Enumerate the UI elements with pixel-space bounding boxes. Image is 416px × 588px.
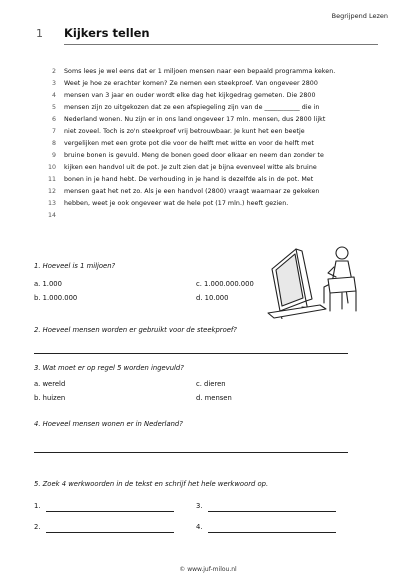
q5-answer-line-2[interactable] [46, 532, 174, 533]
q1-option-c[interactable]: c. 1.000.000.000 [196, 280, 254, 288]
q1-option-a[interactable]: a. 1.000 [34, 280, 62, 288]
line-number: 11 [47, 176, 56, 183]
q2-answer-line[interactable] [34, 353, 348, 354]
text-line: mensen gaat het net zo. Als je een handvol (2800) vraagt waarnaar ze gekeken [64, 188, 320, 195]
text-line: Nederland wonen. Nu zijn er in ons land ongeveer 17 mln. mensen, dus 2800 lijkt [64, 116, 326, 123]
q5-number-2: 2. [34, 523, 41, 531]
q3-option-b[interactable]: b. huizen [34, 394, 66, 402]
title-number: 1 [36, 27, 43, 40]
line-number: 7 [51, 128, 56, 135]
q3-option-d[interactable]: d. mensen [196, 394, 232, 402]
line-number: 13 [47, 200, 56, 207]
line-number: 9 [51, 152, 56, 159]
q5-answer-line-3[interactable] [208, 511, 336, 512]
question-4: 4. Hoeveel mensen wonen er in Nederland? [34, 420, 183, 428]
line-number: 6 [51, 116, 56, 123]
line-number: 8 [51, 140, 56, 147]
q5-number-4: 4. [196, 523, 203, 531]
question-3: 3. Wat moet er op regel 5 worden ingevuld? [34, 364, 184, 372]
q1-option-b[interactable]: b. 1.000.000 [34, 294, 78, 302]
q4-answer-line[interactable] [34, 452, 348, 453]
text-line: kijken een handvol uit de pot. Je zult zien dat je bijna evenveel witte als bruine [64, 164, 317, 171]
text-line: vergelijken met een grote pot die voor de helft met witte en voor de helft met [64, 140, 314, 147]
footer-credit[interactable]: © www.juf-milou.nl [179, 566, 237, 573]
line-number: 10 [47, 164, 56, 171]
q5-answer-line-1[interactable] [46, 511, 174, 512]
page-title: Kijkers tellen [64, 26, 150, 40]
line-number: 5 [51, 104, 56, 111]
q3-option-c[interactable]: c. dieren [196, 380, 226, 388]
text-line: bruine bonen is gevuld. Meng de bonen goed door elkaar en neem dan zonder te [64, 152, 324, 159]
line-number: 2 [51, 68, 56, 75]
q3-option-a[interactable]: a. wereld [34, 380, 66, 388]
text-line: niet zoveel. Toch is zo'n steekproef vrij betrouwbaar. Je kunt het een beetje [64, 128, 305, 135]
question-2: 2. Hoeveel mensen worden er gebruikt voor de steekproef? [34, 326, 237, 334]
q5-number-1: 1. [34, 502, 41, 510]
text-line: bonen in je hand hebt. De verhouding in je hand is dezelfde als in de pot. Met [64, 176, 314, 183]
line-number: 12 [47, 188, 56, 195]
q5-answer-line-4[interactable] [208, 532, 336, 533]
q1-option-d[interactable]: d. 10.000 [196, 294, 229, 302]
header-label: Begrijpend Lezen [331, 12, 388, 20]
text-line: mensen van 3 jaar en ouder wordt elke dag het kijkgedrag gemeten. Die 2800 [64, 92, 316, 99]
text-line: mensen zijn zo uitgekozen dat ze een afspiegeling zijn van de ___________ die in [64, 104, 320, 111]
q5-number-3: 3. [196, 502, 203, 510]
question-5: 5. Zoek 4 werkwoorden in de tekst en schrijf het hele werkwoord op. [34, 480, 269, 488]
line-number: 3 [51, 80, 56, 87]
tv-viewer-illustration [262, 239, 362, 319]
text-line: Soms lees je wel eens dat er 1 miljoen mensen naar een bepaald programma keken. [64, 68, 336, 75]
text-line: Weet je hoe ze erachter komen? Ze nemen een steekproef. Van ongeveer 2800 [64, 80, 318, 87]
line-number: 4 [51, 92, 56, 99]
title-divider [64, 44, 378, 45]
line-number: 14 [47, 212, 56, 219]
question-1: 1. Hoeveel is 1 miljoen? [34, 262, 116, 270]
text-line: hebben, weet je ook ongeveer wat de hele pot (17 mln.) heeft gezien. [64, 200, 289, 207]
